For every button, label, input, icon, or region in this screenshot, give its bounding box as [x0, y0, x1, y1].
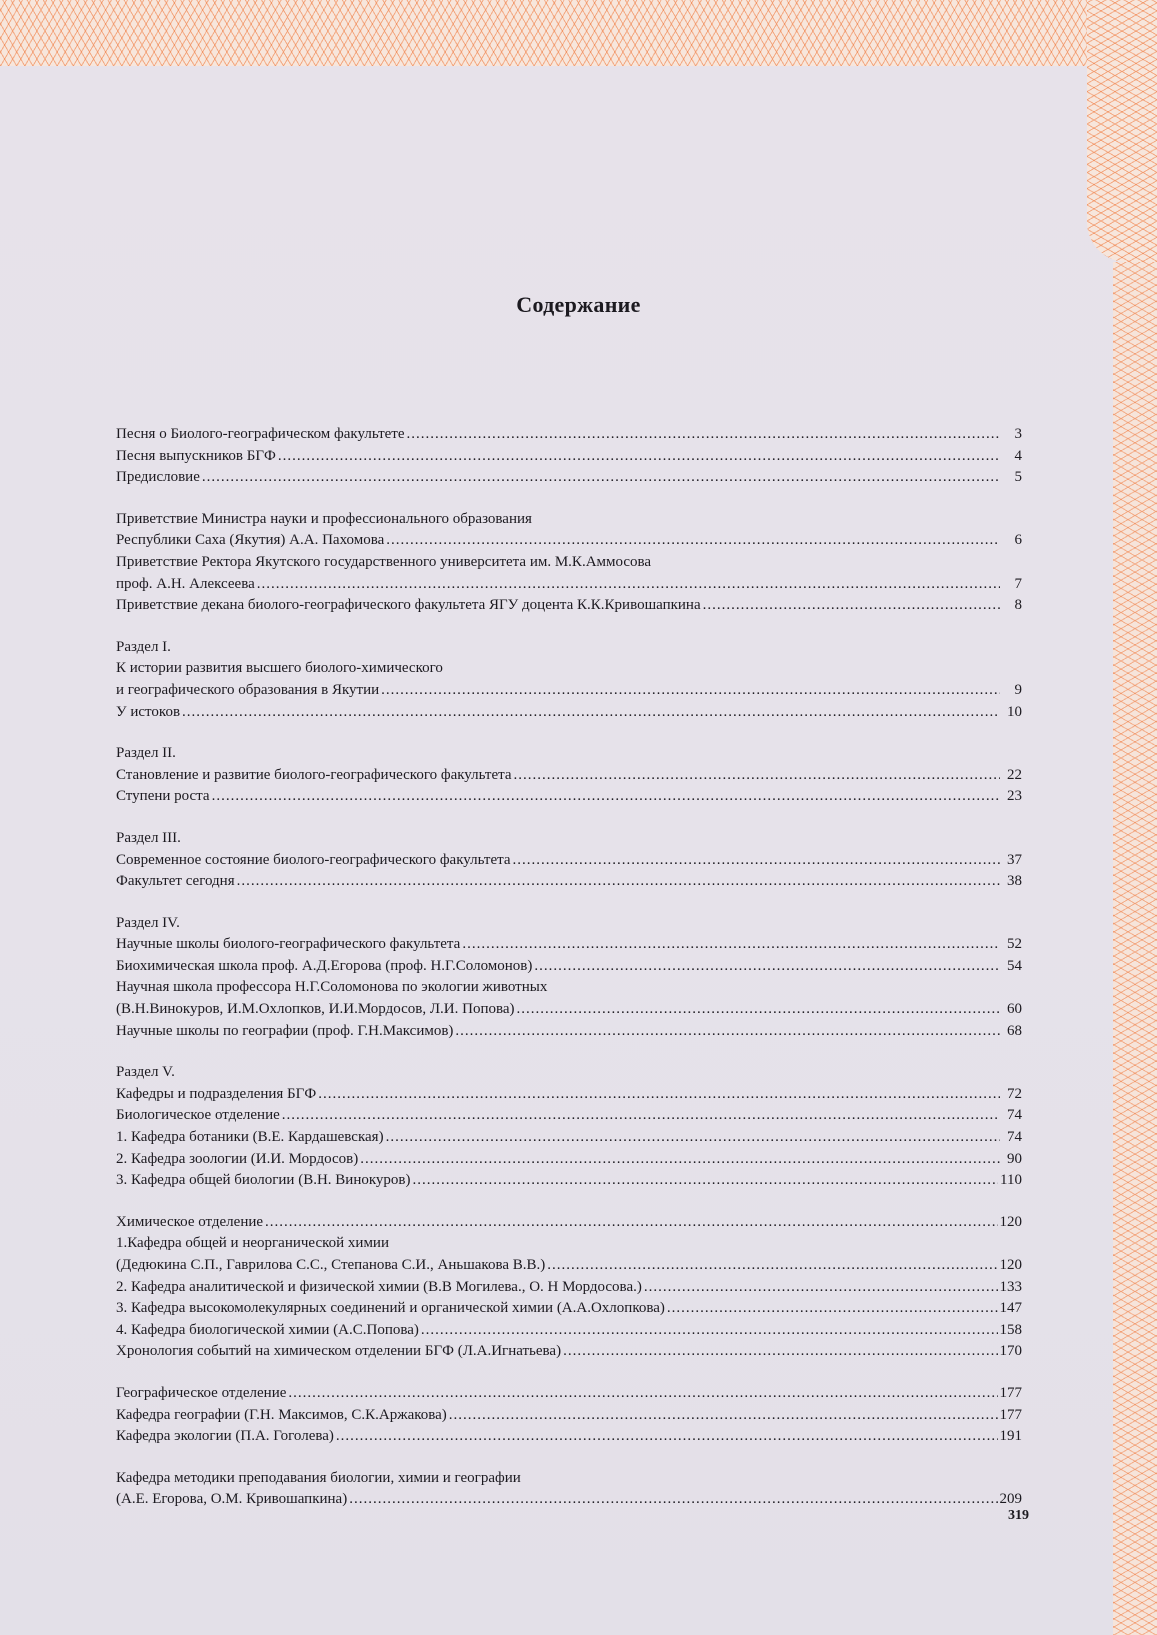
toc-leader-dots	[421, 1320, 998, 1342]
toc-heading-line: 1.Кафедра общей и неорганической химии	[116, 1235, 389, 1252]
toc-entry	[116, 1127, 1022, 1149]
toc-leader-dots	[703, 595, 1000, 617]
toc-leader-dots	[288, 1383, 997, 1405]
toc-entry	[116, 467, 1022, 489]
toc-entry-page: 8	[1014, 597, 1022, 614]
toc-entry-page: 23	[1007, 788, 1022, 805]
toc-entry-page: 110	[1000, 1172, 1022, 1189]
toc-heading-line: Приветствие Министра науки и профессионального образования	[116, 510, 532, 527]
toc-entry-title: 2. Кафедра зоологии (И.И. Мордосов)	[116, 1150, 359, 1167]
toc-leader-dots	[381, 680, 1000, 702]
toc-entry	[116, 680, 1022, 702]
toc-leader-dots	[547, 1255, 997, 1277]
toc-leader-dots	[517, 999, 1000, 1021]
toc-entry-title: Ступени роста	[116, 788, 210, 805]
toc-entry-title: Становление и развитие биолого-географического факультета	[116, 766, 512, 783]
toc-entry-page: 60	[1007, 1001, 1022, 1018]
toc-entry-page: 37	[1007, 851, 1022, 868]
toc-entry-page: 120	[999, 1213, 1022, 1230]
toc-entry	[116, 1405, 1022, 1427]
toc-entry-page: 54	[1007, 957, 1022, 974]
toc-entry-title: Песня о Биолого-географическом факультете	[116, 426, 405, 442]
toc-entry-title: 4. Кафедра биологической химии (А.С.Попова)	[116, 1321, 419, 1338]
toc-leader-dots	[449, 1405, 998, 1427]
toc-leader-dots	[644, 1277, 998, 1299]
toc-entry	[116, 1298, 1022, 1320]
toc-entry-title: и географического образования в Якутии	[116, 681, 380, 698]
toc-leader-dots	[182, 702, 1000, 724]
toc-entry-page: 10	[1007, 703, 1022, 720]
toc-heading-line: Раздел V.	[116, 1064, 175, 1081]
toc-entry-title: 2. Кафедра аналитической и физической химии (В.В Могилева., О. Н Мордосова.)	[116, 1278, 642, 1295]
toc-entry-title: Химическое отделение	[116, 1213, 264, 1230]
toc-heading-line: Раздел II.	[116, 745, 176, 762]
toc-entry-title: Факультет сегодня	[116, 873, 235, 890]
toc-entry-page: 90	[1007, 1150, 1022, 1167]
toc-entry-page: 7	[1014, 575, 1022, 592]
toc-entry	[116, 1170, 1022, 1192]
toc-group	[116, 913, 1022, 1043]
toc-entry-title: Биологическое отделение	[116, 1107, 280, 1124]
toc-heading-line: Кафедра методики преподавания биологии, химии и географии	[116, 1469, 521, 1486]
toc-group	[116, 424, 1022, 489]
toc-entry	[116, 934, 1022, 956]
toc-entry-title: Приветствие декана биолого-географического факультета ЯГУ доцента К.К.Кривошапкина	[116, 597, 701, 614]
toc-entry-title: проф. А.Н. Алексеева	[116, 575, 255, 592]
page-title: Содержание	[516, 292, 641, 317]
toc-leader-dots	[349, 1489, 997, 1511]
toc-group	[116, 509, 1022, 617]
toc-heading-line: Раздел I.	[116, 638, 171, 655]
toc-entry-page: 177	[999, 1406, 1022, 1423]
toc-leader-dots	[386, 1127, 1000, 1149]
toc-leader-dots	[514, 765, 1000, 787]
toc-entry	[116, 1149, 1022, 1171]
toc-group	[116, 1062, 1022, 1192]
toc-group	[116, 1468, 1022, 1511]
toc-entry-page: 177	[999, 1384, 1022, 1401]
toc-heading-line: К истории развития высшего биолого-химического	[116, 660, 443, 677]
toc-entry	[116, 530, 1022, 552]
toc-leader-dots	[265, 1212, 997, 1234]
toc-entry-page: 120	[999, 1257, 1022, 1273]
toc-entry-title: 1. Кафедра ботаники (В.Е. Кардашевская)	[116, 1129, 384, 1146]
toc-entry-page: 74	[1007, 1107, 1022, 1124]
toc-entry-page: 191	[999, 1428, 1022, 1445]
toc-entry	[116, 1212, 1022, 1234]
toc-entry	[116, 850, 1022, 872]
toc-entry-page: 4	[1014, 447, 1022, 464]
toc-entry-page: 9	[1014, 681, 1022, 698]
toc-entry	[116, 574, 1022, 596]
toc-entry-page: 72	[1007, 1085, 1022, 1102]
toc-entry	[116, 1489, 1022, 1511]
toc-heading-line: Раздел III.	[116, 829, 181, 846]
toc-entry	[116, 1383, 1022, 1405]
toc-entry	[116, 702, 1022, 724]
toc-entry-title: Научные школы биолого-географического факультета	[116, 936, 461, 953]
toc-entry-page: 133	[999, 1278, 1022, 1295]
toc-entry-title: Кафедра экологии (П.А. Гоголева)	[116, 1428, 334, 1445]
toc-leader-dots	[278, 446, 1000, 468]
toc-entry-page: 38	[1007, 873, 1022, 890]
toc-entry-title: У истоков	[116, 703, 181, 720]
toc-entry-title: 3. Кафедра общей биологии (В.Н. Винокуров)	[116, 1172, 411, 1189]
table-of-contents	[116, 424, 1022, 1511]
toc-entry-title: Республики Саха (Якутия) А.А. Пахомова	[116, 532, 385, 549]
toc-leader-dots	[318, 1084, 1000, 1106]
toc-entry-title: Кафедры и подразделения БГФ	[116, 1085, 317, 1102]
toc-leader-dots	[257, 574, 1000, 596]
toc-entry-page: 68	[1007, 1022, 1022, 1039]
toc-group	[116, 828, 1022, 893]
toc-entry-title: Хронология событий на химическом отделении БГФ (Л.А.Игнатьева)	[116, 1343, 562, 1360]
toc-heading-line: Научная школа профессора Н.Г.Соломонова по экологии животных	[116, 979, 548, 996]
toc-entry	[116, 956, 1022, 978]
toc-leader-dots	[455, 1021, 1000, 1043]
toc-entry-title: (А.Е. Егорова, О.М. Кривошапкина)	[116, 1491, 348, 1508]
toc-entry-page: 209	[999, 1491, 1022, 1508]
toc-entry	[116, 1255, 1022, 1277]
toc-entry-title: Биохимическая школа проф. А.Д.Егорова (проф. Н.Г.Соломонов)	[116, 957, 533, 974]
toc-entry-title: Современное состояние биолого-географического факультета	[116, 851, 511, 868]
toc-heading-line: Раздел IV.	[116, 914, 180, 931]
toc-leader-dots	[413, 1170, 999, 1192]
page-number: 319	[1008, 1508, 1029, 1523]
toc-entry	[116, 1277, 1022, 1299]
toc-leader-dots	[336, 1426, 998, 1448]
toc-leader-dots	[667, 1298, 998, 1320]
toc-entry-page: 5	[1014, 469, 1022, 486]
toc-entry	[116, 446, 1022, 468]
toc-leader-dots	[407, 424, 1000, 446]
toc-entry-page: 147	[999, 1300, 1022, 1317]
toc-leader-dots	[360, 1149, 1000, 1171]
toc-leader-dots	[534, 956, 1000, 978]
toc-heading-line: Приветствие Ректора Якутского государственного университета им. М.К.Аммосова	[116, 553, 652, 570]
toc-leader-dots	[237, 871, 1000, 893]
toc-entry	[116, 595, 1022, 617]
toc-entry-title: (В.Н.Винокуров, И.М.Охлопков, И.И.Мордосов, Л.И. Попова)	[116, 1001, 515, 1018]
toc-leader-dots	[212, 786, 1000, 808]
toc-entry	[116, 1084, 1022, 1106]
toc-group	[116, 743, 1022, 808]
toc-group	[116, 637, 1022, 723]
decorative-border-right	[1113, 262, 1157, 1635]
toc-entry	[116, 1105, 1022, 1127]
toc-entry-page: 3	[1014, 426, 1022, 442]
toc-entry	[116, 999, 1022, 1021]
toc-group	[116, 1383, 1022, 1448]
toc-leader-dots	[202, 467, 1000, 489]
toc-group	[116, 1212, 1022, 1363]
toc-entry-page: 170	[999, 1343, 1022, 1360]
toc-entry-page: 6	[1014, 532, 1022, 549]
toc-entry	[116, 424, 1022, 446]
toc-entry-page: 22	[1007, 766, 1022, 783]
toc-entry-page: 158	[999, 1321, 1022, 1338]
toc-entry-title: Кафедра географии (Г.Н. Максимов, С.К.Аржакова)	[116, 1406, 447, 1423]
decorative-border-top	[0, 0, 1157, 66]
toc-entry-title: Предисловие	[116, 469, 200, 486]
toc-entry-title: (Дедюкина С.П., Гаврилова С.С., Степанова С.И., Аньшакова В.В.)	[116, 1257, 546, 1273]
toc-entry-title: Географическое отделение	[116, 1384, 287, 1401]
toc-entry	[116, 786, 1022, 808]
toc-entry-title: Песня выпускников БГФ	[116, 447, 276, 464]
toc-entry	[116, 1021, 1022, 1043]
toc-leader-dots	[282, 1105, 1000, 1127]
toc-leader-dots	[563, 1341, 997, 1363]
toc-entry	[116, 765, 1022, 787]
decorative-border-corner	[1087, 0, 1157, 262]
toc-entry-page: 52	[1007, 936, 1022, 953]
toc-entry	[116, 1341, 1022, 1363]
toc-leader-dots	[462, 934, 1000, 956]
toc-entry	[116, 871, 1022, 893]
toc-leader-dots	[386, 530, 1000, 552]
toc-leader-dots	[513, 850, 1001, 872]
toc-entry-title: Научные школы по географии (проф. Г.Н.Максимов)	[116, 1022, 454, 1039]
toc-entry	[116, 1320, 1022, 1342]
toc-entry	[116, 1426, 1022, 1448]
toc-entry-page: 74	[1007, 1129, 1022, 1146]
toc-entry-title: 3. Кафедра высокомолекулярных соединений и органической химии (А.А.Охлопкова)	[116, 1300, 665, 1317]
